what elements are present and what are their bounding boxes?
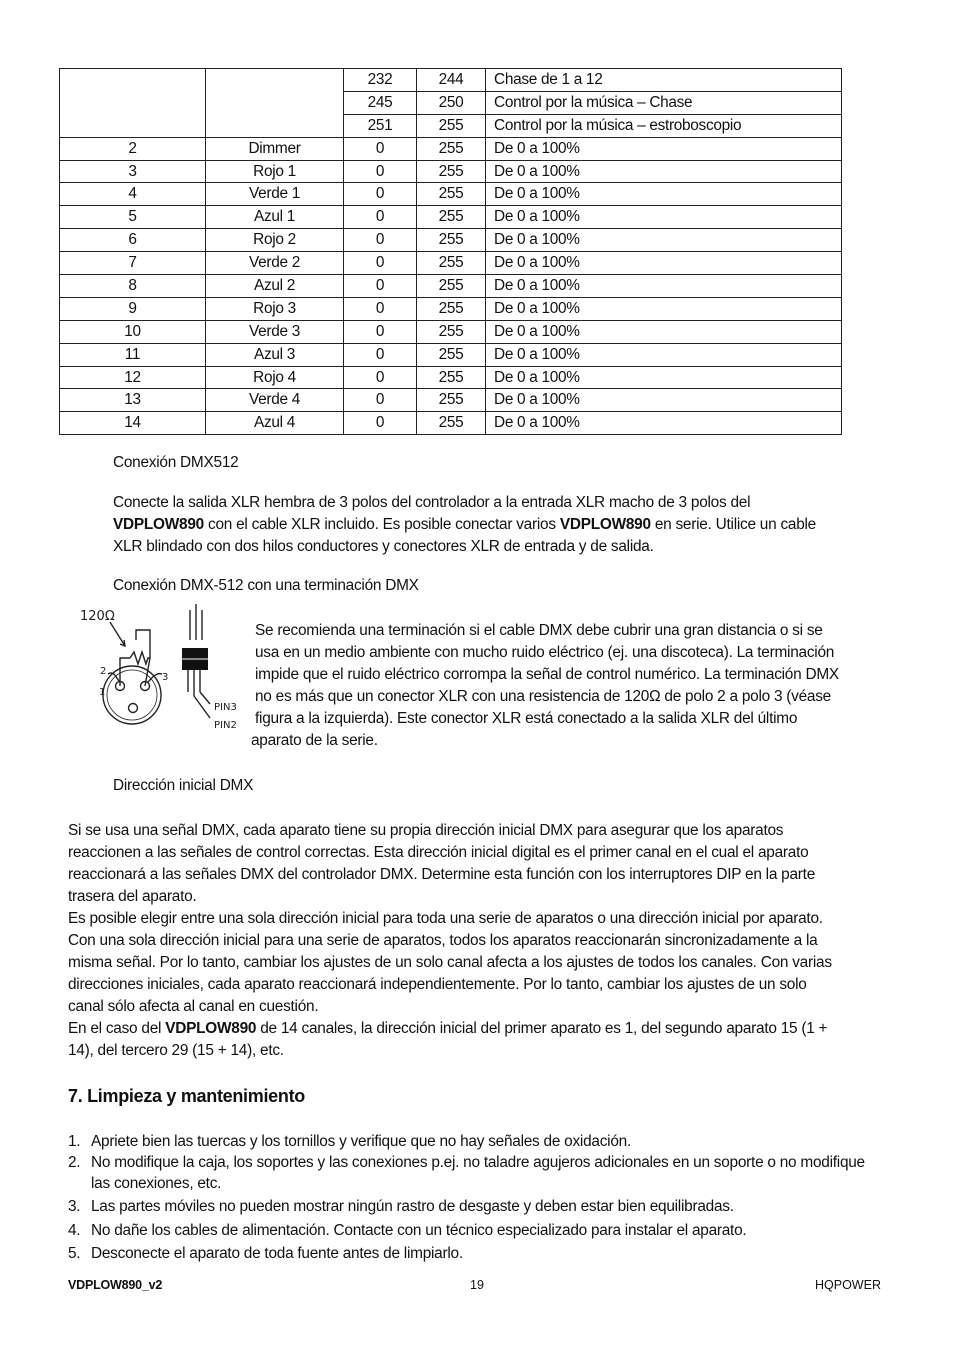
- address-line: Si se usa una señal DMX, cada aparato tiene su propia dirección inicial DMX para asegurar que los aparatos: [68, 822, 784, 839]
- table-cell-function: Verde 1: [206, 183, 344, 206]
- table-cell-to: 255: [417, 206, 486, 229]
- table-row: [60, 69, 842, 92]
- table-cell-from: 0: [344, 320, 417, 343]
- pin-number-label: 2: [100, 666, 107, 677]
- pin3-label: PIN3: [214, 702, 237, 713]
- product-name: VDPLOW890: [559, 516, 651, 533]
- table-cell-to: 255: [417, 252, 486, 275]
- address-heading: Dirección inicial DMX: [113, 777, 254, 794]
- termination-line: aparato de la serie.: [251, 732, 378, 749]
- list-number: 1.: [68, 1133, 81, 1150]
- list-item: [68, 1244, 868, 1265]
- table-cell-to: 255: [417, 114, 486, 137]
- table-cell-from: 0: [344, 252, 417, 275]
- table-row: [60, 275, 842, 298]
- table-cell-channel: 9: [60, 297, 206, 320]
- table-cell-function: Rojo 2: [206, 229, 344, 252]
- list-number: 5.: [68, 1245, 81, 1262]
- table-cell-from: 0: [344, 412, 417, 435]
- table-cell-function: Verde 3: [206, 320, 344, 343]
- table-cell-desc: De 0 a 100%: [486, 252, 842, 275]
- table-row: [60, 137, 842, 160]
- table-cell-from: 0: [344, 183, 417, 206]
- table-cell-to: 255: [417, 229, 486, 252]
- address-line: Con una sola dirección inicial para una serie de aparatos, todos los aparatos reaccionarán sincronizadamente a la: [68, 932, 818, 949]
- list-item: [68, 1153, 868, 1194]
- dmx512-heading: Conexión DMX512: [113, 454, 239, 471]
- list-text: Las partes móviles no pueden mostrar ningún rastro de desgaste y deben estar bien equilibradas.: [91, 1198, 734, 1215]
- address-line: canal sólo afecta al canal en cuestión.: [68, 998, 319, 1015]
- table-cell-to: 255: [417, 366, 486, 389]
- table-cell-function: Azul 1: [206, 206, 344, 229]
- list-text: No dañe los cables de alimentación. Contacte con un técnico especializado para instalar el aparato.: [91, 1221, 747, 1239]
- table-cell-channel: 13: [60, 389, 206, 412]
- table-cell-channel: 2: [60, 137, 206, 160]
- table-body: [60, 69, 842, 435]
- list-text: No modifique la caja, los soportes y las conexiones p.ej. no taladre agujeros adicionales en un soporte o no modifique las conexiones, etc.: [91, 1154, 865, 1192]
- table-cell-from: 0: [344, 275, 417, 298]
- table-cell-channel: 4: [60, 183, 206, 206]
- address-line: reaccionen a las señales de control correctas. Esta dirección inicial digital es el primer canal en el cual el aparato: [68, 844, 809, 861]
- xlr-termination-figure: [70, 600, 248, 735]
- table-row: [60, 320, 842, 343]
- address-text: de 14 canales, la dirección inicial del primer aparato es 1, del segundo aparato 15 (1 +: [256, 1020, 828, 1037]
- table-cell-to: 255: [417, 297, 486, 320]
- table-cell-desc: De 0 a 100%: [486, 320, 842, 343]
- list-text: Apriete bien las tuercas y los tornillos y verifique que no hay señales de oxidación.: [91, 1133, 631, 1150]
- table-cell-to: 255: [417, 160, 486, 183]
- table-cell-from: 245: [344, 91, 417, 114]
- table-cell-desc: Chase de 1 a 12: [486, 69, 842, 92]
- footer-page-number: 19: [470, 1278, 484, 1292]
- table-row: [60, 343, 842, 366]
- table-cell-function: Azul 4: [206, 412, 344, 435]
- table-cell-from: 0: [344, 297, 417, 320]
- address-line: Es posible elegir entre una sola dirección inicial para toda una serie de aparatos o una dirección inicial por aparato.: [68, 910, 823, 927]
- list-item: [68, 1221, 868, 1242]
- address-text: En el caso del: [68, 1020, 166, 1037]
- address-line: reaccionará a las señales DMX del controlador DMX. Determine esta función con los interruptores DIP en la parte: [68, 866, 816, 883]
- table-cell-desc: De 0 a 100%: [486, 366, 842, 389]
- table-cell-empty: [206, 69, 344, 138]
- table-cell-desc: De 0 a 100%: [486, 183, 842, 206]
- list-item: [68, 1197, 868, 1218]
- footer-document-id: VDPLOW890_v2: [68, 1278, 163, 1292]
- table-cell-to: 250: [417, 91, 486, 114]
- table-cell-from: 251: [344, 114, 417, 137]
- resistor-label: 120Ω: [80, 609, 115, 624]
- dmx512-line-1: Conecte la salida XLR hembra de 3 polos del controlador a la entrada XLR macho de 3 polos del: [113, 494, 751, 511]
- table-cell-function: Rojo 4: [206, 366, 344, 389]
- table-cell-from: 0: [344, 343, 417, 366]
- product-name: VDPLOW890: [165, 1020, 257, 1037]
- table-cell-channel: 11: [60, 343, 206, 366]
- table-cell-function: Azul 2: [206, 275, 344, 298]
- list-text: Desconecte el aparato de toda fuente antes de limpiarlo.: [91, 1245, 463, 1262]
- table-cell-to: 255: [417, 275, 486, 298]
- dmx-channel-table: [59, 68, 842, 435]
- pin-number-label: 1: [99, 687, 106, 698]
- table-row: [60, 160, 842, 183]
- dmx512-text: en serie. Utilice un cable: [650, 516, 816, 533]
- table-row: [60, 297, 842, 320]
- dmx512-paragraph: [113, 492, 873, 558]
- table-cell-to: 255: [417, 183, 486, 206]
- table-cell-from: 0: [344, 229, 417, 252]
- table-cell-desc: De 0 a 100%: [486, 275, 842, 298]
- table-row: [60, 183, 842, 206]
- list-number: 4.: [68, 1221, 81, 1239]
- table-cell-from: 0: [344, 137, 417, 160]
- address-line: direcciones iniciales, cada aparato reaccionará independientemente. Por lo tanto, cambiar los ajustes de un solo: [68, 976, 807, 993]
- table-cell-desc: De 0 a 100%: [486, 160, 842, 183]
- table-row: [60, 366, 842, 389]
- table-cell-channel: 7: [60, 252, 206, 275]
- table-row: [60, 252, 842, 275]
- table-cell-to: 255: [417, 343, 486, 366]
- footer-brand: HQPOWER: [815, 1278, 881, 1292]
- table-cell-to: 244: [417, 69, 486, 92]
- pin-number-label: 3: [162, 672, 169, 683]
- address-line: misma señal. Por lo tanto, cambiar los ajustes de un solo canal afecta a los ajustes de todos los canales. Con varias: [68, 954, 832, 971]
- table-cell-to: 255: [417, 389, 486, 412]
- table-cell-function: Verde 4: [206, 389, 344, 412]
- pin2-label: PIN2: [214, 720, 237, 731]
- list-item: [68, 1132, 868, 1153]
- address-paragraph: [68, 820, 898, 1062]
- termination-heading: Conexión DMX-512 con una terminación DMX: [113, 577, 419, 594]
- product-name: VDPLOW890: [113, 516, 204, 533]
- table-cell-channel: 14: [60, 412, 206, 435]
- termination-line: no es más que un conector XLR con una resistencia de 120Ω de polo 2 a polo 3 (véase: [255, 688, 831, 705]
- xlr-pin: [129, 704, 138, 713]
- table-cell-to: 255: [417, 320, 486, 343]
- table-cell-function: Dimmer: [206, 137, 344, 160]
- table-cell-from: 0: [344, 366, 417, 389]
- table-cell-channel: 6: [60, 229, 206, 252]
- table-cell-empty: [60, 69, 206, 138]
- section-heading: 7. Limpieza y mantenimiento: [68, 1086, 305, 1106]
- table-cell-channel: 8: [60, 275, 206, 298]
- table-cell-from: 0: [344, 206, 417, 229]
- dmx512-line-2: [113, 514, 873, 536]
- table-cell-desc: De 0 a 100%: [486, 229, 842, 252]
- table-cell-function: Azul 3: [206, 343, 344, 366]
- dmx512-line-3: XLR blindado con dos hilos conductores y conectores XLR de entrada y de salida.: [113, 538, 654, 555]
- table-row: [60, 412, 842, 435]
- table-cell-function: Rojo 3: [206, 297, 344, 320]
- termination-line: usa en un medio ambiente con mucho ruido eléctrico (ej. una discoteca). La terminación: [255, 644, 835, 661]
- table-cell-function: Verde 2: [206, 252, 344, 275]
- address-line: [68, 1018, 898, 1040]
- table-cell-channel: 12: [60, 366, 206, 389]
- list-number: 3.: [68, 1198, 81, 1215]
- table-cell-channel: 3: [60, 160, 206, 183]
- termination-line: impide que el ruido eléctrico corrompa la señal de control numérico. La terminación DMX: [255, 666, 839, 683]
- table-cell-desc: De 0 a 100%: [486, 389, 842, 412]
- list-number: 2.: [68, 1154, 81, 1171]
- table-cell-desc: Control por la música – Chase: [486, 91, 842, 114]
- table-row: [60, 229, 842, 252]
- table-cell-desc: De 0 a 100%: [486, 206, 842, 229]
- xlr-connector-outline: [103, 666, 161, 724]
- table-cell-to: 255: [417, 412, 486, 435]
- table-cell-desc: De 0 a 100%: [486, 412, 842, 435]
- table-cell-channel: 5: [60, 206, 206, 229]
- termination-paragraph: [251, 620, 895, 752]
- termination-line: figura a la izquierda). Este conector XLR está conectado a la salida XLR del último: [255, 710, 798, 727]
- termination-line: Se recomienda una terminación si el cable DMX debe cubrir una gran distancia o si se: [255, 622, 823, 639]
- address-line: 14), del tercero 29 (15 + 14), etc.: [68, 1042, 284, 1059]
- table-cell-channel: 10: [60, 320, 206, 343]
- table-cell-desc: De 0 a 100%: [486, 297, 842, 320]
- table-row: [60, 206, 842, 229]
- table-cell-desc: Control por la música – estroboscopio: [486, 114, 842, 137]
- table-row: [60, 389, 842, 412]
- table-cell-desc: De 0 a 100%: [486, 343, 842, 366]
- table-cell-from: 0: [344, 160, 417, 183]
- maintenance-list: [68, 1132, 868, 1265]
- table-cell-desc: De 0 a 100%: [486, 137, 842, 160]
- dmx512-text: con el cable XLR incluido. Es posible conectar varios: [203, 516, 560, 533]
- table-cell-function: Rojo 1: [206, 160, 344, 183]
- table-cell-to: 255: [417, 137, 486, 160]
- table-cell-from: 0: [344, 389, 417, 412]
- table-cell-from: 232: [344, 69, 417, 92]
- address-line: trasera del aparato.: [68, 888, 197, 905]
